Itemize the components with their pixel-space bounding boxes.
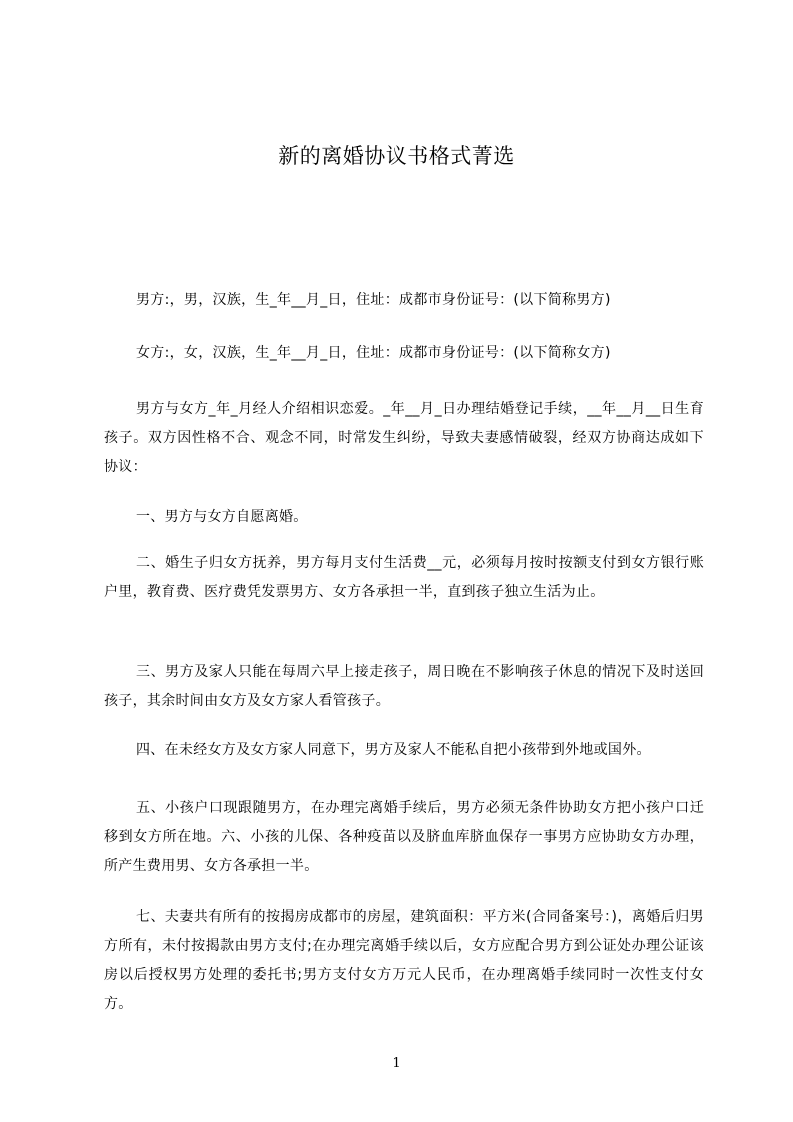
paragraph-clause-7: 七、夫妻共有所有的按揭房成都市的房屋，建筑面积：平方米(合同备案号：)，离婚后归男方所有，未付按揭款由男方支付;在办理完离婚手续以后，女方应配合男方到公证处办理公证该房以后授权男方处理的委托书;男方支付女方万元人民币，在办理离婚手续同时一次性支付女方。 [104, 909, 704, 1012]
paragraph-female-party-info: 女方:，女，汉族，生_年__月_日，住址：成都市身份证号：(以下简称女方) [136, 345, 611, 361]
paragraph-clause-4: 四、在未经女方及女方家人同意下，男方及家人不能私自把小孩带到外地或国外。 [136, 742, 651, 758]
paragraph-male-party-info: 男方:，男，汉族，生_年__月_日，住址：成都市身份证号：(以下简称男方) [136, 292, 611, 308]
page-number: 1 [392, 1056, 401, 1071]
paragraph-clause-1: 一、男方与女方自愿离婚。 [136, 509, 308, 525]
paragraph-clause-5-6: 五、小孩户口现跟随男方，在办理完离婚手续后，男方必须无条件协助女方把小孩户口迁移到女方所在地。六、小孩的儿保、各种疫苗以及脐血库脐血保存一事男方应协助女方办理，所产生费用男、女方各承担一半。 [104, 800, 704, 874]
paragraph-background: 男方与女方_年_月经人介绍相识恋爱。_年__月_日办理结婚登记手续，__年__月__日生育孩子。双方因性格不合、观念不同，时常发生纠纷，导致夫妻感情破裂，经双方协商达成如下协议： [104, 401, 704, 475]
paragraph-clause-3: 三、男方及家人只能在每周六早上接走孩子，周日晚在不影响孩子休息的情况下及时送回孩子，其余时间由女方及女方家人看管孩子。 [104, 664, 704, 709]
document-title: 新的离婚协议书格式菁选 [278, 144, 515, 168]
paragraph-clause-2: 二、婚生子归女方抚养，男方每月支付生活费__元，必须每月按时按额支付到女方银行账户里，教育费、医疗费凭发票男方、女方各承担一半，直到孩子独立生活为止。 [104, 555, 704, 600]
